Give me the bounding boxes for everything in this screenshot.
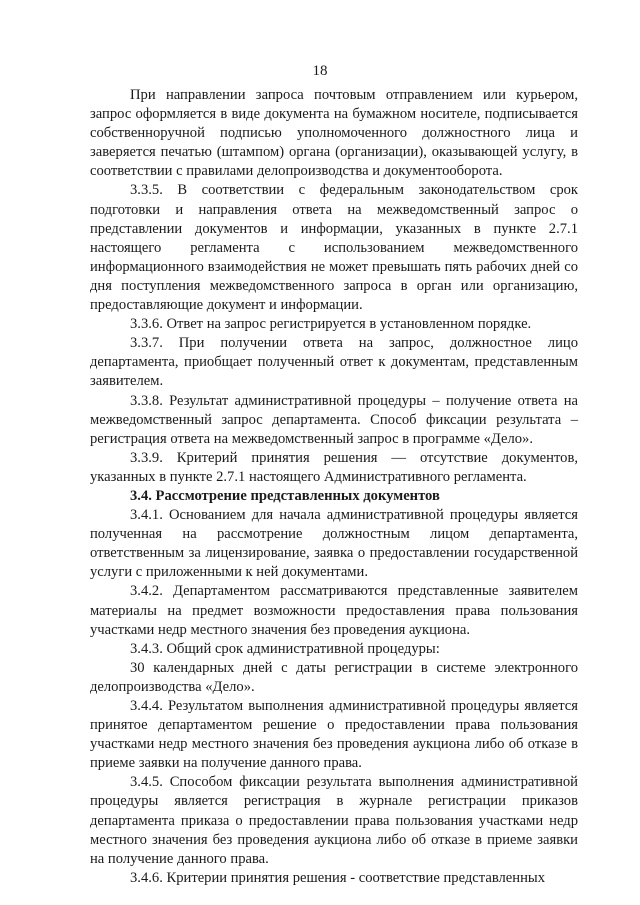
paragraph: 3.3.5. В соответствии с федеральным законодательством срок подготовки и направления ответа на межведомственный запрос о представлении документов и информации, указанных в пункте 2.7.1 настоящего регламента с использованием межведомственного информационного взаимодействия не может превышать пять рабочих дней со дня поступления межведомственного запроса в орган или организацию, предоставляющие документ и информации. [90, 182, 578, 314]
document-body [90, 86, 578, 888]
paragraph: 30 календарных дней с даты регистрации в системе электронного делопроизводства «Дело». [90, 659, 578, 695]
paragraph: 3.4.5. Способом фиксации результата выполнения административной процедуры является регистрация в журнале регистрации приказов департамента приказа о предоставлении права пользования участками недр местного значения без проведения аукциона либо об отказе в приеме заявки на получение данного права. [90, 774, 578, 867]
paragraph: 3.4.6. Критерии принятия решения - соответствие представленных [130, 869, 545, 886]
paragraph: При направлении запроса почтовым отправлением или курьером, запрос оформляется в виде документа на бумажном носителе, подписывается собственноручной подписью уполномоченного должностного лица и заверяется печатью (штампом) органа (организации), оказывающей услугу, в соответствии с правилами делопроизводства и документооборота. [90, 87, 578, 180]
paragraph: 3.3.8. Результат административной процедуры – получение ответа на межведомственный запрос департамента. Способ фиксации результата – регистрация ответа на межведомственный запрос в программе «Дело». [90, 392, 578, 447]
section-heading: 3.4. Рассмотрение представленных документов [130, 487, 440, 504]
paragraph: 3.3.6. Ответ на запрос регистрируется в установленном порядке. [130, 316, 532, 333]
paragraph: 3.4.4. Результатом выполнения административной процедуры является принятое департаментом решение о предоставлении права пользования участками недр местного значения без проведения аукциона либо об отказе в приеме заявки на получение данного права. [90, 698, 578, 772]
page-number: 18 [312, 63, 328, 79]
paragraph: 3.4.3. Общий срок административной процедуры: [130, 640, 440, 657]
paragraph: 3.4.2. Департаментом рассматриваются представленные заявителем материалы на предмет возможности предоставления права пользования участками недр местного значения без проведения аукциона. [90, 583, 578, 638]
paragraph: 3.3.7. При получении ответа на запрос, должностное лицо департамента, приобщает полученный ответ к документам, представленным заявителем. [90, 335, 578, 390]
paragraph: 3.4.1. Основанием для начала административной процедуры является полученная на рассмотрение должностным лицом департамента, ответственным за лицензирование, заявка о предоставлении государственной услуги с приложенными к ней документами. [90, 507, 578, 581]
paragraph: 3.3.9. Критерий принятия решения — отсутствие документов, указанных в пункте 2.7.1 настоящего Административного регламента. [90, 449, 578, 485]
